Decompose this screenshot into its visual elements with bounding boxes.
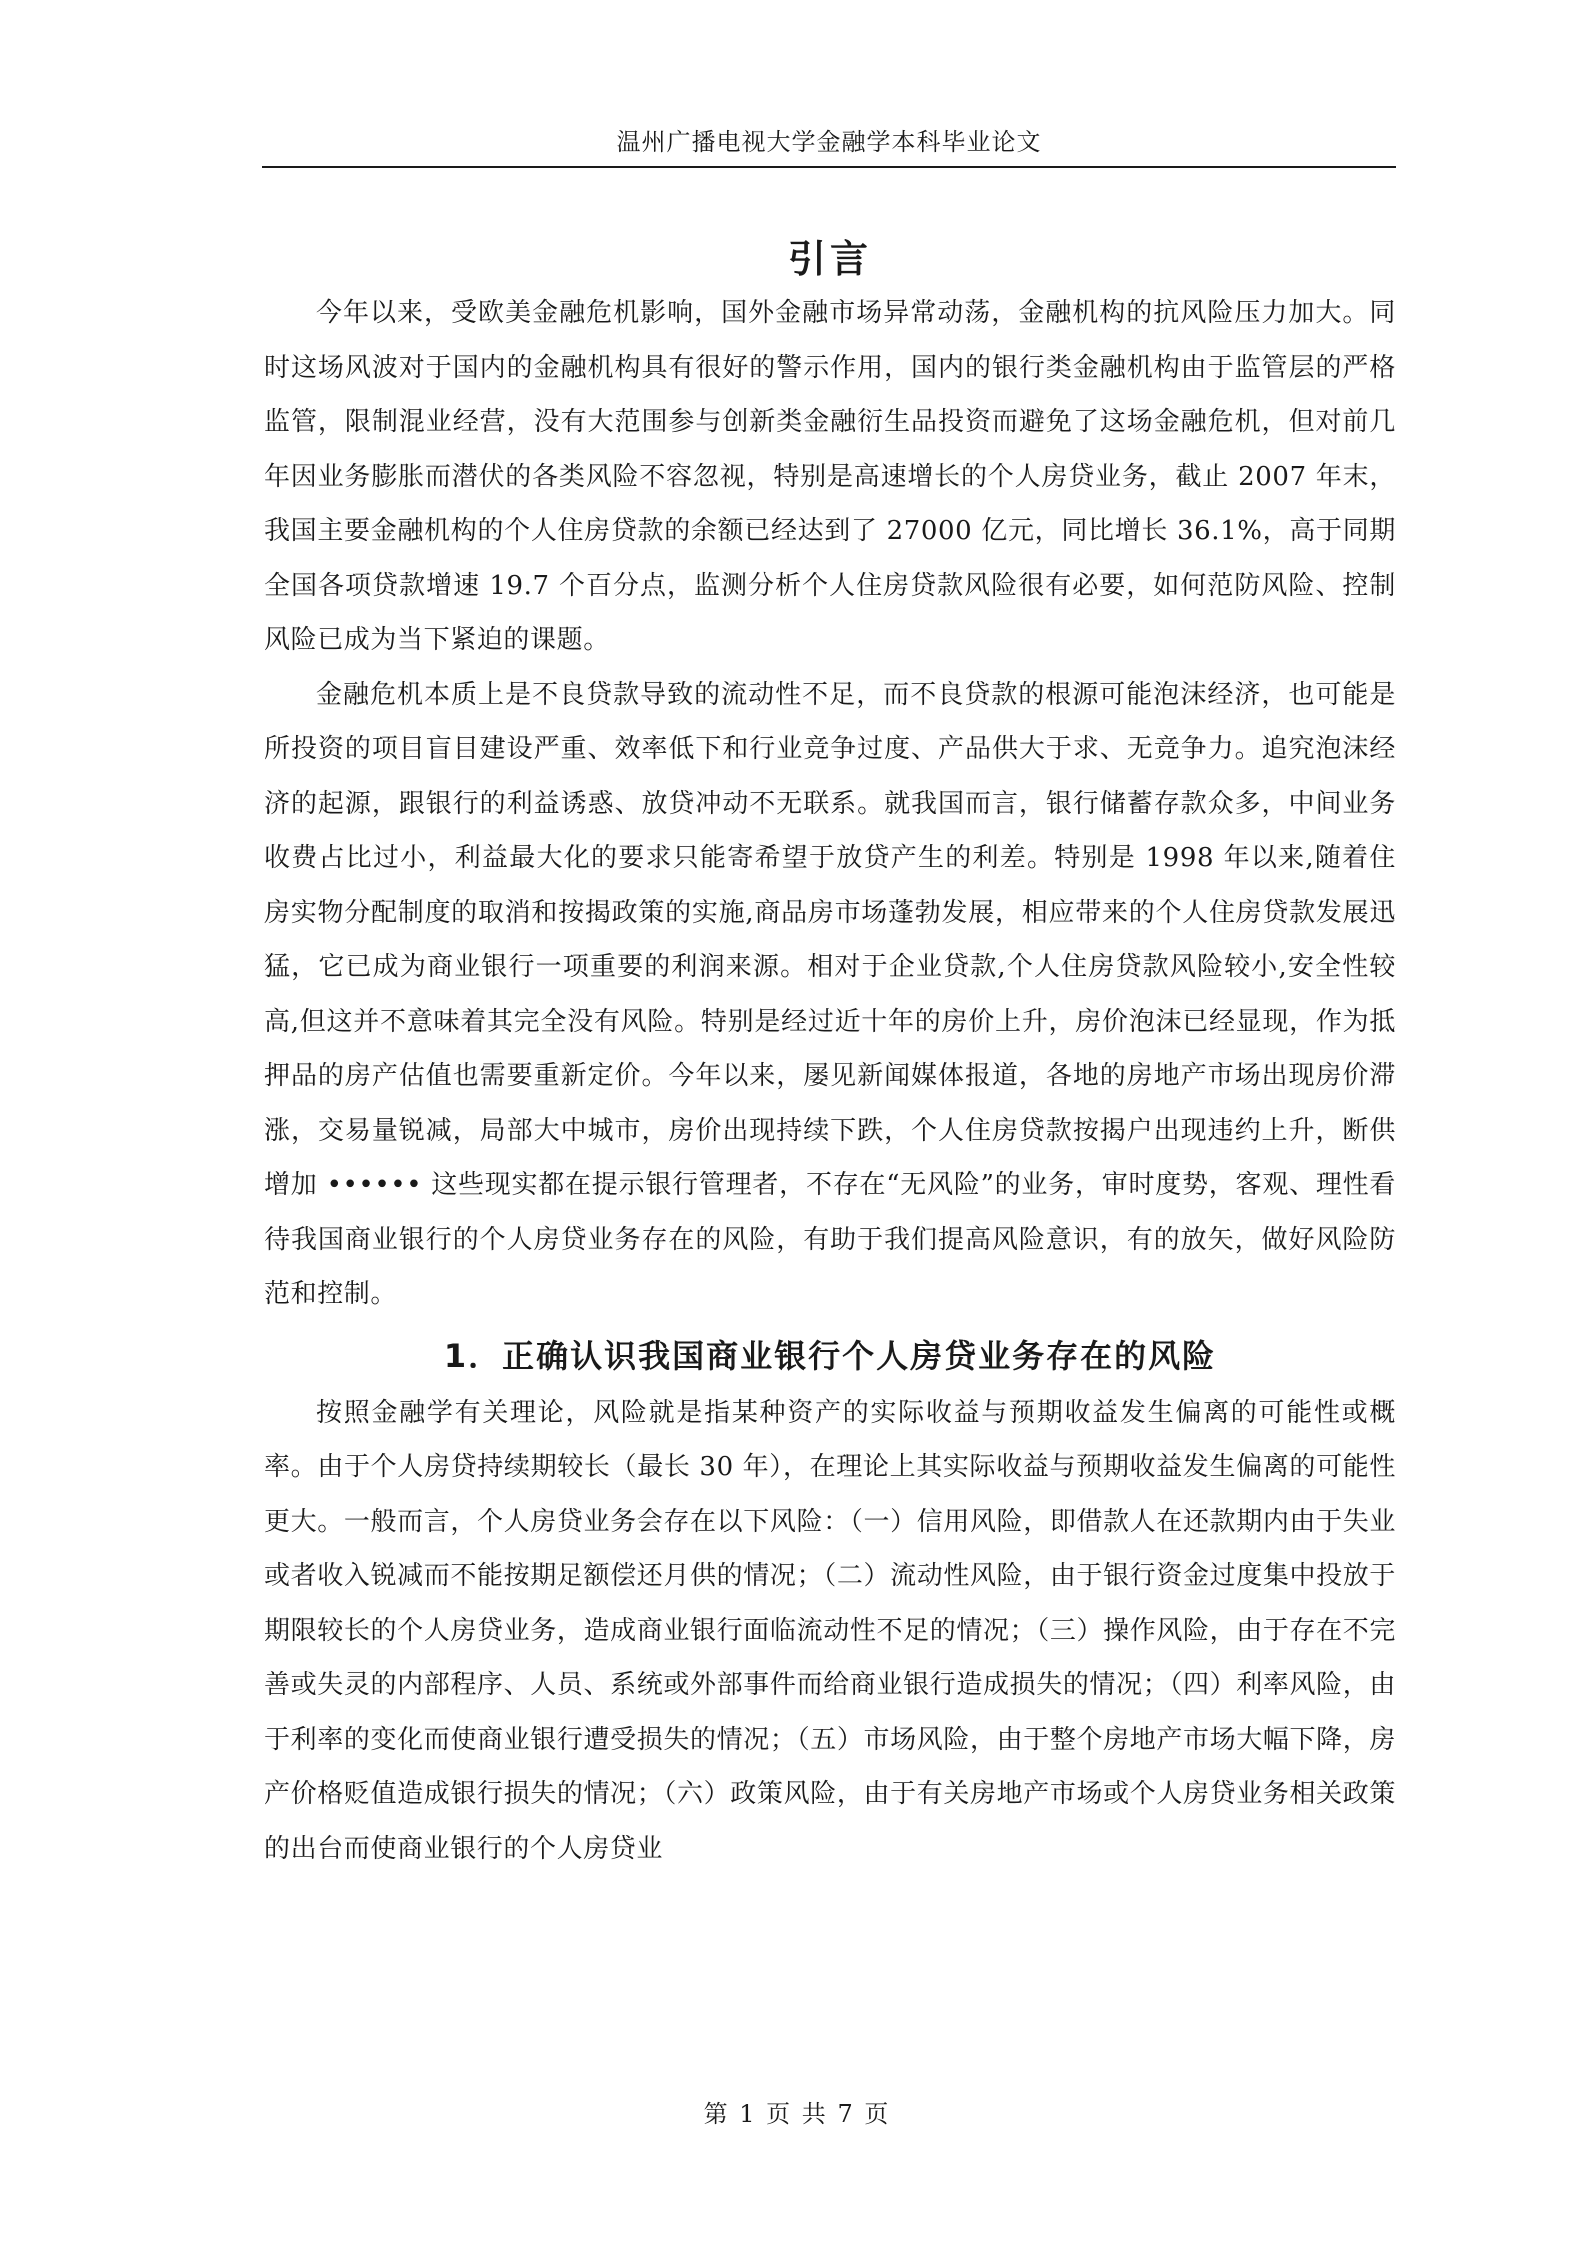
header-rule [262, 166, 1396, 168]
page-number: 第 1 页 共 7 页 [703, 2100, 891, 2128]
section-1-paragraph-1: 按照金融学有关理论，风险就是指某种资产的实际收益与预期收益发生偏离的可能性或概率。由于个人房贷持续期较长（最长 30 年），在理论上其实际收益与预期收益发生偏离的可能性更大。一般而言，个人房贷业务会存在以下风险：（一）信用风险，即借款人在还款期内由于失业或者收入锐减而不能按期足额偿还月供的情况；（二）流动性风险，由于银行资金过度集中投放于期限较长的个人房贷业务，造成商业银行面临流动性不足的情况；（三）操作风险，由于存在不完善或失灵的内部程序、人员、系统或外部事件而给商业银行造成损失的情况；（四）利率风险，由于利率的变化而使商业银行遭受损失的情况；（五）市场风险，由于整个房地产市场大幅下降，房产价格贬值造成银行损失的情况；（六）政策风险，由于有关房地产市场或个人房贷业务相关政策的出台而使商业银行的个人房贷业 [264, 1397, 1396, 1864]
intro-heading: 引言 [787, 237, 872, 281]
document-body [264, 232, 1396, 1876]
intro-paragraph-2: 金融危机本质上是不良贷款导致的流动性不足，而不良贷款的根源可能泡沫经济，也可能是所投资的项目盲目建设严重、效率低下和行业竞争过度、产品供大于求、无竞争力。追究泡沫经济的起源，跟银行的利益诱惑、放贷冲动不无联系。就我国而言，银行储蓄存款众多，中间业务收费占比过小，利益最大化的要求只能寄希望于放贷产生的利差。特别是 1998 年以来,随着住房实物分配制度的取消和按揭政策的实施,商品房市场蓬勃发展，相应带来的个人住房贷款发展迅猛，它已成为商业银行一项重要的利润来源。相对于企业贷款,个人住房贷款风险较小,安全性较高,但这并不意味着其完全没有风险。特别是经过近十年的房价上升，房价泡沫已经显现，作为抵押品的房产估值也需要重新定价。今年以来，屡见新闻媒体报道，各地的房地产市场出现房价滞涨，交易量锐减，局部大中城市，房价出现持续下跌，个人住房贷款按揭户出现违约上升，断供增加 •••••• 这些现实都在提示银行管理者，不存在“无风险”的业务，审时度势，客观、理性看待我国商业银行的个人房贷业务存在的风险，有助于我们提高风险意识，有的放矢，做好风险防范和控制。 [264, 679, 1396, 1309]
section-1-heading: 1．正确认识我国商业银行个人房贷业务存在的风险 [443, 1336, 1217, 1375]
intro-paragraph-1: 今年以来，受欧美金融危机影响，国外金融市场异常动荡，金融机构的抗风险压力加大。同时这场风波对于国内的金融机构具有很好的警示作用，国内的银行类金融机构由于监管层的严格监管，限制混业经营，没有大范围参与创新类金融衍生品投资而避免了这场金融危机，但对前几年因业务膨胀而潜伏的各类风险不容忽视，特别是高速增长的个人房贷业务，截止 2007 年末，我国主要金融机构的个人住房贷款的余额已经达到了 27000 亿元，同比增长 36.1%，高于同期全国各项贷款增速 19.7 个百分点，监测分析个人住房贷款风险很有必要，如何范防风险、控制风险已成为当下紧迫的课题。 [264, 298, 1396, 655]
running-header: 温州广播电视大学金融学本科毕业论文 [616, 128, 1042, 156]
